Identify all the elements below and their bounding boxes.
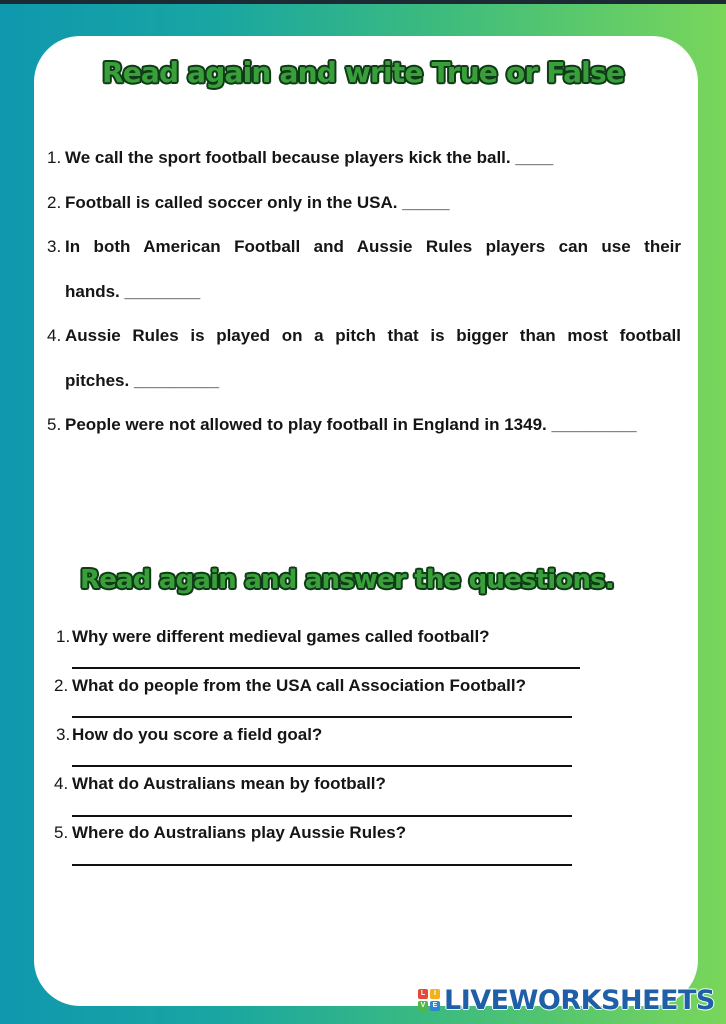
answer-line-4[interactable] xyxy=(72,815,572,817)
answer-line-1[interactable] xyxy=(72,667,580,669)
item-number: 5. xyxy=(47,415,62,434)
question-text: Where do Australians play Aussie Rules? xyxy=(72,823,407,842)
item-text-line2: pitches. _________ xyxy=(65,371,220,390)
item-number: 3. xyxy=(47,237,62,256)
top-border xyxy=(0,0,726,4)
logo-letter: I xyxy=(430,989,440,999)
item-text-line2: hands. ________ xyxy=(65,282,201,301)
item-text: People were not allowed to play football in England in 1349. _________ xyxy=(65,415,637,434)
question-text: Why were different medieval games called football? xyxy=(72,627,490,646)
worksheet-card xyxy=(34,36,698,1006)
item-number: 2. xyxy=(47,193,62,212)
section2-title: Read again and answer the questions. xyxy=(80,565,614,595)
liveworksheets-logo[interactable] xyxy=(418,984,715,1016)
item-text-line1: In both American Football and Aussie Rules players can use their xyxy=(65,237,681,256)
section1-title: Read again and write True or False xyxy=(101,56,625,89)
item-number: 4. xyxy=(47,326,62,345)
logo-letter: E xyxy=(430,1001,440,1011)
logo-letter: L xyxy=(418,989,428,999)
logo-letter: V xyxy=(418,1001,428,1011)
answer-line-5[interactable] xyxy=(72,864,572,866)
question-number: 1. xyxy=(56,627,71,646)
answer-line-2[interactable] xyxy=(72,716,572,718)
brand-name: LIVEWORKSHEETS xyxy=(444,984,715,1016)
question-text: How do you score a field goal? xyxy=(72,725,323,744)
item-number: 1. xyxy=(47,148,62,167)
item-text: Football is called soccer only in the USA. _____ xyxy=(65,193,450,212)
item-text: We call the sport football because players kick the ball. ____ xyxy=(65,148,554,167)
logo-icon xyxy=(418,989,440,1011)
answer-line-3[interactable] xyxy=(72,765,572,767)
question-number: 4. xyxy=(54,774,69,793)
question-number: 3. xyxy=(56,725,71,744)
question-number: 5. xyxy=(54,823,69,842)
question-text: What do people from the USA call Association Football? xyxy=(72,676,526,695)
question-number: 2. xyxy=(54,676,69,695)
question-text: What do Australians mean by football? xyxy=(72,774,386,793)
item-text-line1: Aussie Rules is played on a pitch that is bigger than most football xyxy=(65,326,681,345)
